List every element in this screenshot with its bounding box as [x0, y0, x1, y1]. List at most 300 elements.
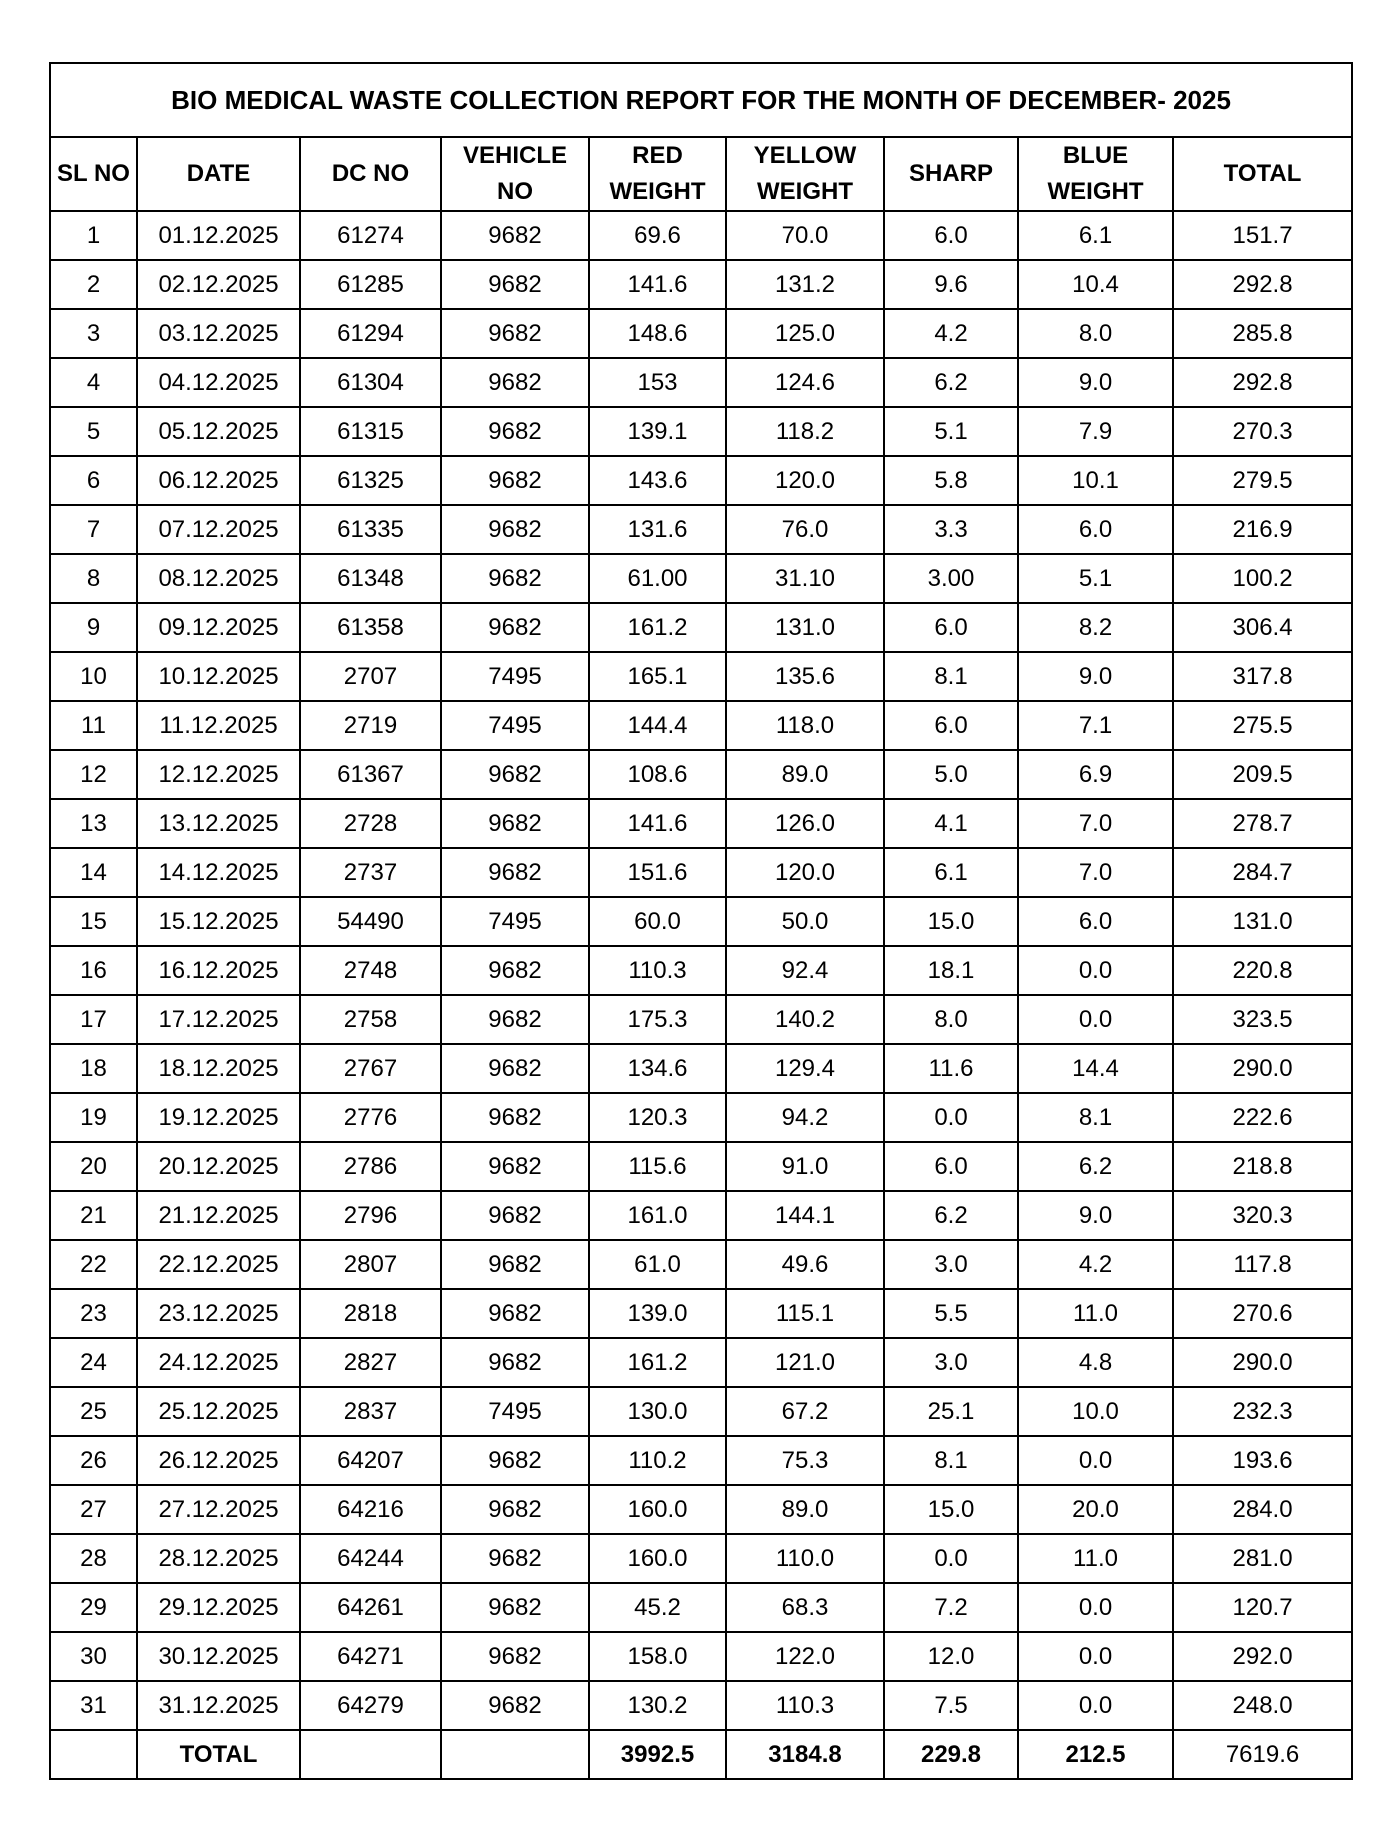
column-header-line: DATE — [186, 160, 251, 187]
cell-sl-no: 6 — [50, 456, 137, 505]
cell-total: 248.0 — [1173, 1681, 1352, 1730]
table-row — [50, 848, 1352, 897]
header-row — [50, 137, 1352, 211]
cell-total: 216.9 — [1173, 505, 1352, 554]
cell-red-weight: 151.6 — [589, 848, 726, 897]
cell-sharp: 5.5 — [884, 1289, 1018, 1338]
cell-date: 05.12.2025 — [137, 407, 300, 456]
cell-total: 193.6 — [1173, 1436, 1352, 1485]
cell-red-weight: 141.6 — [589, 260, 726, 309]
cell-vehicle-no: 9682 — [441, 1485, 589, 1534]
cell-dc-no: 61285 — [300, 260, 441, 309]
cell-blue-weight: 8.0 — [1018, 309, 1173, 358]
cell-sl-no: 7 — [50, 505, 137, 554]
table-row — [50, 1338, 1352, 1387]
table-row — [50, 1485, 1352, 1534]
cell-yellow-weight: 115.1 — [726, 1289, 884, 1338]
cell-dc-no: 2837 — [300, 1387, 441, 1436]
cell-date: 11.12.2025 — [137, 701, 300, 750]
cell-date: 04.12.2025 — [137, 358, 300, 407]
cell-sl-no: 24 — [50, 1338, 137, 1387]
cell-date: 19.12.2025 — [137, 1093, 300, 1142]
cell-dc-no: 2807 — [300, 1240, 441, 1289]
cell-red-weight: 110.3 — [589, 946, 726, 995]
cell-red-weight: 158.0 — [589, 1632, 726, 1681]
cell-blue-weight: 11.0 — [1018, 1289, 1173, 1338]
cell-blue-weight: 0.0 — [1018, 946, 1173, 995]
column-header-line: VEHICLE — [462, 142, 567, 169]
table-row — [50, 260, 1352, 309]
cell-blue-weight: 7.9 — [1018, 407, 1173, 456]
cell-yellow-weight: 126.0 — [726, 799, 884, 848]
cell-dc-no: 61274 — [300, 211, 441, 260]
cell-sl-no: 5 — [50, 407, 137, 456]
cell-blue-weight: 7.1 — [1018, 701, 1173, 750]
cell-vehicle-no: 9682 — [441, 554, 589, 603]
cell-sl-no: 3 — [50, 309, 137, 358]
totals-row — [50, 1730, 1352, 1779]
cell-sharp: 6.1 — [884, 848, 1018, 897]
total-cell-red-weight: 3992.5 — [589, 1730, 726, 1779]
cell-total: 222.6 — [1173, 1093, 1352, 1142]
cell-yellow-weight: 68.3 — [726, 1583, 884, 1632]
cell-red-weight: 141.6 — [589, 799, 726, 848]
table-row — [50, 652, 1352, 701]
cell-red-weight: 108.6 — [589, 750, 726, 799]
cell-vehicle-no: 9682 — [441, 1338, 589, 1387]
cell-blue-weight: 9.0 — [1018, 358, 1173, 407]
cell-blue-weight: 6.1 — [1018, 211, 1173, 260]
cell-sharp: 25.1 — [884, 1387, 1018, 1436]
cell-blue-weight: 6.0 — [1018, 897, 1173, 946]
cell-yellow-weight: 75.3 — [726, 1436, 884, 1485]
cell-sharp: 3.3 — [884, 505, 1018, 554]
cell-sharp: 5.1 — [884, 407, 1018, 456]
cell-date: 13.12.2025 — [137, 799, 300, 848]
cell-sharp: 4.1 — [884, 799, 1018, 848]
cell-sl-no: 10 — [50, 652, 137, 701]
cell-sl-no: 20 — [50, 1142, 137, 1191]
table-row — [50, 603, 1352, 652]
cell-dc-no: 61325 — [300, 456, 441, 505]
cell-date: 15.12.2025 — [137, 897, 300, 946]
table-row — [50, 554, 1352, 603]
cell-yellow-weight: 118.2 — [726, 407, 884, 456]
cell-vehicle-no: 9682 — [441, 309, 589, 358]
cell-red-weight: 160.0 — [589, 1485, 726, 1534]
cell-dc-no: 2767 — [300, 1044, 441, 1093]
cell-blue-weight: 14.4 — [1018, 1044, 1173, 1093]
cell-date: 14.12.2025 — [137, 848, 300, 897]
cell-dc-no: 54490 — [300, 897, 441, 946]
cell-vehicle-no: 9682 — [441, 456, 589, 505]
cell-sharp: 6.0 — [884, 701, 1018, 750]
cell-date: 12.12.2025 — [137, 750, 300, 799]
table-row — [50, 946, 1352, 995]
cell-vehicle-no: 7495 — [441, 1387, 589, 1436]
table-row — [50, 701, 1352, 750]
cell-red-weight: 139.1 — [589, 407, 726, 456]
cell-dc-no: 61315 — [300, 407, 441, 456]
cell-total: 320.3 — [1173, 1191, 1352, 1240]
cell-vehicle-no: 9682 — [441, 1681, 589, 1730]
cell-total: 323.5 — [1173, 995, 1352, 1044]
table-row — [50, 1142, 1352, 1191]
cell-sharp: 12.0 — [884, 1632, 1018, 1681]
column-header-line: TOTAL — [1223, 160, 1302, 187]
cell-sl-no: 11 — [50, 701, 137, 750]
cell-red-weight: 165.1 — [589, 652, 726, 701]
cell-sharp: 7.5 — [884, 1681, 1018, 1730]
cell-date: 25.12.2025 — [137, 1387, 300, 1436]
cell-red-weight: 153 — [589, 358, 726, 407]
cell-total: 270.6 — [1173, 1289, 1352, 1338]
table-row — [50, 1632, 1352, 1681]
cell-total: 151.7 — [1173, 211, 1352, 260]
cell-date: 27.12.2025 — [137, 1485, 300, 1534]
cell-red-weight: 45.2 — [589, 1583, 726, 1632]
cell-total: 220.8 — [1173, 946, 1352, 995]
total-cell-date: TOTAL — [137, 1730, 300, 1779]
cell-sharp: 8.1 — [884, 1436, 1018, 1485]
cell-dc-no: 64207 — [300, 1436, 441, 1485]
cell-red-weight: 130.2 — [589, 1681, 726, 1730]
cell-dc-no: 64271 — [300, 1632, 441, 1681]
cell-red-weight: 131.6 — [589, 505, 726, 554]
cell-sharp: 4.2 — [884, 309, 1018, 358]
cell-yellow-weight: 131.2 — [726, 260, 884, 309]
column-header-line: YELLOW — [753, 142, 857, 169]
cell-vehicle-no: 7495 — [441, 897, 589, 946]
cell-dc-no: 64216 — [300, 1485, 441, 1534]
cell-sharp: 3.00 — [884, 554, 1018, 603]
cell-dc-no: 2737 — [300, 848, 441, 897]
cell-date: 24.12.2025 — [137, 1338, 300, 1387]
cell-dc-no: 2786 — [300, 1142, 441, 1191]
cell-total: 131.0 — [1173, 897, 1352, 946]
cell-sharp: 6.0 — [884, 1142, 1018, 1191]
cell-date: 07.12.2025 — [137, 505, 300, 554]
table-row — [50, 505, 1352, 554]
table-row — [50, 1191, 1352, 1240]
cell-total: 317.8 — [1173, 652, 1352, 701]
cell-sl-no: 18 — [50, 1044, 137, 1093]
cell-vehicle-no: 9682 — [441, 1436, 589, 1485]
cell-dc-no: 2796 — [300, 1191, 441, 1240]
cell-dc-no: 2728 — [300, 799, 441, 848]
cell-total: 284.7 — [1173, 848, 1352, 897]
cell-yellow-weight: 131.0 — [726, 603, 884, 652]
cell-yellow-weight: 89.0 — [726, 1485, 884, 1534]
cell-total: 290.0 — [1173, 1338, 1352, 1387]
cell-vehicle-no: 9682 — [441, 1191, 589, 1240]
cell-date: 06.12.2025 — [137, 456, 300, 505]
cell-yellow-weight: 118.0 — [726, 701, 884, 750]
cell-sharp: 0.0 — [884, 1534, 1018, 1583]
cell-dc-no: 61367 — [300, 750, 441, 799]
column-header-date — [137, 137, 300, 211]
cell-yellow-weight: 135.6 — [726, 652, 884, 701]
cell-dc-no: 2776 — [300, 1093, 441, 1142]
cell-red-weight: 175.3 — [589, 995, 726, 1044]
table-row — [50, 407, 1352, 456]
cell-yellow-weight: 122.0 — [726, 1632, 884, 1681]
cell-blue-weight: 10.1 — [1018, 456, 1173, 505]
cell-sl-no: 17 — [50, 995, 137, 1044]
cell-dc-no: 2719 — [300, 701, 441, 750]
cell-dc-no: 64244 — [300, 1534, 441, 1583]
cell-date: 20.12.2025 — [137, 1142, 300, 1191]
cell-total: 290.0 — [1173, 1044, 1352, 1093]
cell-sl-no: 16 — [50, 946, 137, 995]
cell-red-weight: 110.2 — [589, 1436, 726, 1485]
table-row — [50, 358, 1352, 407]
cell-sharp: 6.0 — [884, 211, 1018, 260]
table-row — [50, 1289, 1352, 1338]
cell-sharp: 15.0 — [884, 1485, 1018, 1534]
table-row — [50, 1044, 1352, 1093]
cell-vehicle-no: 9682 — [441, 260, 589, 309]
cell-sl-no: 19 — [50, 1093, 137, 1142]
cell-red-weight: 161.2 — [589, 603, 726, 652]
cell-total: 209.5 — [1173, 750, 1352, 799]
cell-sharp: 8.1 — [884, 652, 1018, 701]
cell-dc-no: 2758 — [300, 995, 441, 1044]
total-cell-yellow-weight: 3184.8 — [726, 1730, 884, 1779]
column-header-line: NO — [497, 178, 533, 205]
cell-blue-weight: 8.1 — [1018, 1093, 1173, 1142]
cell-total: 306.4 — [1173, 603, 1352, 652]
cell-yellow-weight: 92.4 — [726, 946, 884, 995]
cell-date: 17.12.2025 — [137, 995, 300, 1044]
cell-total: 275.5 — [1173, 701, 1352, 750]
cell-dc-no: 64279 — [300, 1681, 441, 1730]
cell-red-weight: 120.3 — [589, 1093, 726, 1142]
cell-date: 18.12.2025 — [137, 1044, 300, 1093]
cell-total: 284.0 — [1173, 1485, 1352, 1534]
cell-sl-no: 8 — [50, 554, 137, 603]
cell-sharp: 6.0 — [884, 603, 1018, 652]
cell-date: 10.12.2025 — [137, 652, 300, 701]
cell-sl-no: 21 — [50, 1191, 137, 1240]
table-row — [50, 1583, 1352, 1632]
cell-date: 16.12.2025 — [137, 946, 300, 995]
cell-sharp: 6.2 — [884, 1191, 1018, 1240]
cell-sl-no: 28 — [50, 1534, 137, 1583]
cell-vehicle-no: 9682 — [441, 1534, 589, 1583]
cell-blue-weight: 0.0 — [1018, 1632, 1173, 1681]
cell-vehicle-no: 9682 — [441, 848, 589, 897]
cell-date: 21.12.2025 — [137, 1191, 300, 1240]
cell-date: 26.12.2025 — [137, 1436, 300, 1485]
total-cell-dc-no — [300, 1730, 441, 1779]
cell-date: 03.12.2025 — [137, 309, 300, 358]
cell-red-weight: 115.6 — [589, 1142, 726, 1191]
cell-blue-weight: 0.0 — [1018, 1436, 1173, 1485]
cell-sharp: 3.0 — [884, 1338, 1018, 1387]
cell-sl-no: 29 — [50, 1583, 137, 1632]
cell-dc-no: 61335 — [300, 505, 441, 554]
cell-red-weight: 60.0 — [589, 897, 726, 946]
column-header-line: RED — [632, 142, 683, 169]
cell-dc-no: 2707 — [300, 652, 441, 701]
cell-vehicle-no: 9682 — [441, 505, 589, 554]
cell-vehicle-no: 9682 — [441, 750, 589, 799]
column-header-line: WEIGHT — [1047, 178, 1144, 205]
cell-red-weight: 160.0 — [589, 1534, 726, 1583]
cell-blue-weight: 9.0 — [1018, 1191, 1173, 1240]
table-row — [50, 995, 1352, 1044]
cell-vehicle-no: 9682 — [441, 799, 589, 848]
cell-yellow-weight: 91.0 — [726, 1142, 884, 1191]
cell-red-weight: 69.6 — [589, 211, 726, 260]
cell-date: 09.12.2025 — [137, 603, 300, 652]
table-row — [50, 211, 1352, 260]
cell-date: 23.12.2025 — [137, 1289, 300, 1338]
cell-yellow-weight: 70.0 — [726, 211, 884, 260]
cell-yellow-weight: 140.2 — [726, 995, 884, 1044]
cell-sl-no: 31 — [50, 1681, 137, 1730]
cell-vehicle-no: 9682 — [441, 946, 589, 995]
cell-sl-no: 15 — [50, 897, 137, 946]
cell-vehicle-no: 9682 — [441, 995, 589, 1044]
cell-sharp: 15.0 — [884, 897, 1018, 946]
column-header-vehicle-no — [441, 137, 589, 211]
cell-red-weight: 143.6 — [589, 456, 726, 505]
cell-sharp: 6.2 — [884, 358, 1018, 407]
table-row — [50, 1093, 1352, 1142]
cell-blue-weight: 6.2 — [1018, 1142, 1173, 1191]
cell-blue-weight: 11.0 — [1018, 1534, 1173, 1583]
cell-sharp: 18.1 — [884, 946, 1018, 995]
cell-sl-no: 30 — [50, 1632, 137, 1681]
table-row — [50, 1681, 1352, 1730]
cell-vehicle-no: 9682 — [441, 1632, 589, 1681]
total-cell-blue-weight: 212.5 — [1018, 1730, 1173, 1779]
column-header-red-weight — [589, 137, 726, 211]
cell-red-weight: 144.4 — [589, 701, 726, 750]
cell-sl-no: 26 — [50, 1436, 137, 1485]
cell-total: 292.8 — [1173, 358, 1352, 407]
cell-yellow-weight: 129.4 — [726, 1044, 884, 1093]
cell-yellow-weight: 125.0 — [726, 309, 884, 358]
cell-total: 218.8 — [1173, 1142, 1352, 1191]
cell-red-weight: 139.0 — [589, 1289, 726, 1338]
column-header-dc-no — [300, 137, 441, 211]
table-row — [50, 1387, 1352, 1436]
cell-date: 02.12.2025 — [137, 260, 300, 309]
cell-vehicle-no: 9682 — [441, 1093, 589, 1142]
cell-dc-no: 61348 — [300, 554, 441, 603]
cell-dc-no: 2827 — [300, 1338, 441, 1387]
table-row — [50, 1240, 1352, 1289]
cell-vehicle-no: 9682 — [441, 211, 589, 260]
table-row — [50, 897, 1352, 946]
column-header-blue-weight — [1018, 137, 1173, 211]
cell-yellow-weight: 121.0 — [726, 1338, 884, 1387]
cell-yellow-weight: 110.0 — [726, 1534, 884, 1583]
cell-yellow-weight: 49.6 — [726, 1240, 884, 1289]
cell-blue-weight: 7.0 — [1018, 799, 1173, 848]
cell-vehicle-no: 9682 — [441, 407, 589, 456]
cell-sharp: 0.0 — [884, 1093, 1018, 1142]
cell-total: 270.3 — [1173, 407, 1352, 456]
cell-total: 232.3 — [1173, 1387, 1352, 1436]
cell-vehicle-no: 9682 — [441, 1142, 589, 1191]
cell-blue-weight: 8.2 — [1018, 603, 1173, 652]
table-row — [50, 750, 1352, 799]
cell-sharp: 5.0 — [884, 750, 1018, 799]
cell-yellow-weight: 67.2 — [726, 1387, 884, 1436]
cell-sl-no: 1 — [50, 211, 137, 260]
cell-blue-weight: 9.0 — [1018, 652, 1173, 701]
cell-vehicle-no: 9682 — [441, 603, 589, 652]
cell-date: 30.12.2025 — [137, 1632, 300, 1681]
cell-dc-no: 64261 — [300, 1583, 441, 1632]
cell-yellow-weight: 124.6 — [726, 358, 884, 407]
cell-yellow-weight: 120.0 — [726, 456, 884, 505]
cell-sharp: 11.6 — [884, 1044, 1018, 1093]
cell-blue-weight: 4.2 — [1018, 1240, 1173, 1289]
column-header-sharp — [884, 137, 1018, 211]
cell-dc-no: 61358 — [300, 603, 441, 652]
cell-sl-no: 25 — [50, 1387, 137, 1436]
cell-yellow-weight: 144.1 — [726, 1191, 884, 1240]
cell-sl-no: 13 — [50, 799, 137, 848]
cell-date: 08.12.2025 — [137, 554, 300, 603]
cell-total: 100.2 — [1173, 554, 1352, 603]
title-row — [50, 63, 1352, 137]
cell-sharp: 5.8 — [884, 456, 1018, 505]
cell-total: 279.5 — [1173, 456, 1352, 505]
table-row — [50, 1534, 1352, 1583]
cell-sl-no: 12 — [50, 750, 137, 799]
cell-blue-weight: 4.8 — [1018, 1338, 1173, 1387]
table-row — [50, 456, 1352, 505]
cell-total: 285.8 — [1173, 309, 1352, 358]
cell-date: 01.12.2025 — [137, 211, 300, 260]
cell-sharp: 9.6 — [884, 260, 1018, 309]
cell-vehicle-no: 7495 — [441, 652, 589, 701]
cell-vehicle-no: 9682 — [441, 1044, 589, 1093]
column-header-total — [1173, 137, 1352, 211]
column-header-line: DC NO — [331, 160, 410, 187]
cell-sl-no: 2 — [50, 260, 137, 309]
table-row — [50, 1436, 1352, 1485]
cell-blue-weight: 6.0 — [1018, 505, 1173, 554]
cell-sharp: 7.2 — [884, 1583, 1018, 1632]
column-header-sl-no — [50, 137, 137, 211]
cell-yellow-weight: 120.0 — [726, 848, 884, 897]
cell-total: 281.0 — [1173, 1534, 1352, 1583]
cell-total: 292.8 — [1173, 260, 1352, 309]
total-cell-sharp: 229.8 — [884, 1730, 1018, 1779]
cell-vehicle-no: 9682 — [441, 1583, 589, 1632]
cell-vehicle-no: 7495 — [441, 701, 589, 750]
cell-red-weight: 161.0 — [589, 1191, 726, 1240]
cell-sl-no: 4 — [50, 358, 137, 407]
cell-red-weight: 148.6 — [589, 309, 726, 358]
cell-total: 292.0 — [1173, 1632, 1352, 1681]
cell-blue-weight: 10.4 — [1018, 260, 1173, 309]
cell-blue-weight: 6.9 — [1018, 750, 1173, 799]
column-header-line: WEIGHT — [609, 178, 706, 205]
total-cell-sl-no — [50, 1730, 137, 1779]
cell-red-weight: 61.00 — [589, 554, 726, 603]
cell-blue-weight: 0.0 — [1018, 1681, 1173, 1730]
cell-blue-weight: 20.0 — [1018, 1485, 1173, 1534]
cell-yellow-weight: 110.3 — [726, 1681, 884, 1730]
